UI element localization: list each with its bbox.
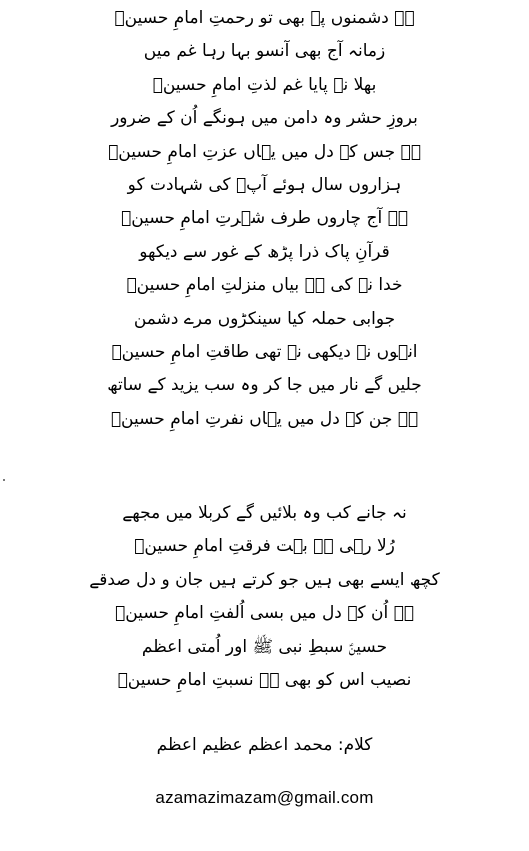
verse-line: رُلا رہی ہے بہت فرقتِ امامِ حسینؑ: [134, 536, 395, 557]
verse-line: حسینؑ سبطِ نبی ﷺ اور اُمتی اعظم: [141, 636, 388, 657]
verse-line: انہوں نے دیکھی نہ تھی طاقتِ امامِ حسینؑ: [111, 341, 418, 362]
verse-line: ہے جس کے دل میں یہاں عزتِ امامِ حسینؑ: [108, 141, 421, 162]
verse-line: نہ جانے کب وہ بلائیں گے کربلا میں مجھے: [122, 503, 407, 523]
verse-line: بروزِ حشر وہ دامن میں ہونگے اُن کے ضرور: [111, 108, 418, 129]
verse-line: ہے دشمنوں پہ بھی تو رحمتِ امامِ حسینؑ: [114, 8, 415, 28]
verse-line: نصیب اس کو بھی ہے نسبتِ امامِ حسینؑ: [117, 669, 412, 690]
verse-line: ہے اُن کے دل میں بسی اُلفتِ امامِ حسینؑ: [115, 603, 414, 624]
contact-email[interactable]: azamazimazam@gmail.com: [155, 788, 374, 807]
verse-line: ہے جن کے دل میں یہاں نفرتِ امامِ حسینؑ: [110, 408, 419, 429]
stanza-1: [0, 2, 529, 436]
verse-line: ہے آج چاروں طرف شہرتِ امامِ حسینؑ: [121, 208, 408, 229]
verse-line: زمانہ آج بھی آنسو بہا رہا غم میں: [143, 41, 386, 62]
stanza-2: [0, 497, 529, 697]
verse-line: کچھ ایسے بھی ہیں جو کرتے ہیں جان و دل صدقے: [89, 569, 440, 590]
verse-line: جوابی حملہ کیا سینکڑوں مرے دشمن: [133, 308, 396, 329]
verse-line: خدا نے کی ہے بیاں منزلتِ امامِ حسینؑ: [126, 275, 403, 296]
verse-line: قرآنِ پاک ذرا پڑھ کے غور سے دیکھو: [139, 241, 390, 262]
stray-mark: [3, 479, 5, 481]
verse-line: جلیں گے نار میں جا کر وہ سب یزید کے ساتھ: [107, 375, 422, 396]
verse-line: ہزاروں سال ہوئے آپؑ کی شہادت کو: [127, 174, 402, 195]
poet-credit: کلام: محمد اعظم عظیم اعظم: [156, 735, 373, 755]
verse-line: بھلا نہ پایا غم لذتِ امامِ حسینؑ: [152, 74, 377, 95]
